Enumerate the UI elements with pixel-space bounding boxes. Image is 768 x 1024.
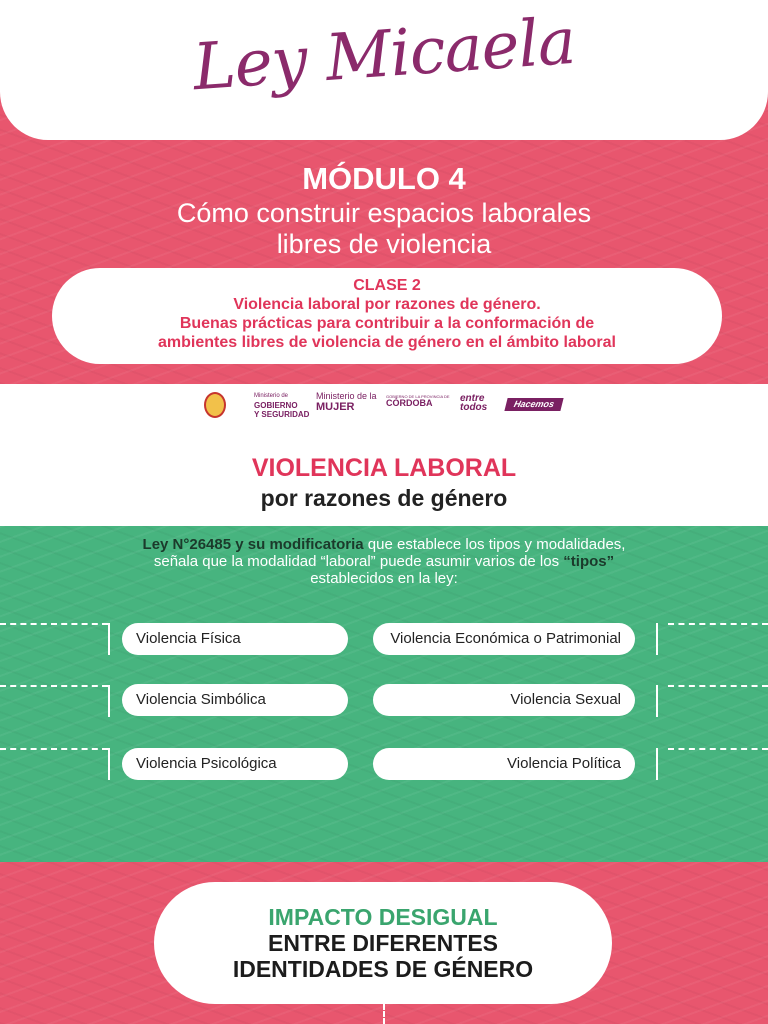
- section-heading: [0, 452, 768, 512]
- module-title-line1: Cómo construir espacios laborales: [176, 198, 592, 228]
- ministerio-mujer-logo: [316, 392, 377, 413]
- logo-strip: [0, 384, 768, 428]
- cba-small-label: GOBIERNO DE LA PROVINCIA DE: [386, 394, 450, 399]
- bottom-dashed-connector: [383, 1004, 385, 1024]
- class-line3: ambientes libres de violencia de género en el ámbito laboral: [158, 334, 616, 351]
- ministerio-gobierno-logo: [254, 392, 309, 419]
- type-violencia-simbolica: Violencia Simbólica: [122, 684, 348, 716]
- law-tipos: “tipos”: [563, 553, 615, 570]
- province-shield-logo: [204, 392, 226, 418]
- type-violencia-politica: Violencia Política: [373, 748, 635, 780]
- type-violencia-fisica: Violencia Física: [122, 623, 348, 655]
- gobierno-label-1: GOBIERNO: [254, 401, 298, 410]
- impact-line3: IDENTIDADES DE GÉNERO: [232, 956, 534, 982]
- type-violencia-economica: Violencia Económica o Patrimonial: [373, 623, 635, 655]
- section-title-violencia-laboral: VIOLENCIA LABORAL: [251, 454, 517, 482]
- module-title-line2: libres de violencia: [276, 229, 492, 259]
- type-violencia-sexual: Violencia Sexual: [373, 684, 635, 716]
- law-name: Ley N°26485 y su modificatoria: [142, 536, 364, 553]
- hacemos-logo: Hacemos: [504, 398, 563, 411]
- entre-label-2: todos: [460, 402, 488, 413]
- connector-tick: [656, 623, 658, 655]
- law-text-1: que establece los tipos y modalidades, señala que la modalidad “laboral” puede asumir varios de los: [153, 536, 626, 570]
- connector-tick: [108, 685, 110, 717]
- gobierno-label-2: Y SEGURIDAD: [254, 410, 310, 419]
- header-card: [0, 0, 768, 140]
- dashed-connector: [668, 685, 768, 687]
- module-block: [0, 160, 768, 260]
- entre-todos-logo: [460, 394, 487, 412]
- entre-label-1: entre: [460, 393, 485, 404]
- connector-tick: [108, 748, 110, 780]
- module-number: MÓDULO 4: [302, 161, 466, 196]
- class-line2: Buenas prácticas para contribuir a la conformación de: [179, 315, 595, 332]
- class-label: CLASE 2: [353, 277, 421, 294]
- cordoba-logo: [386, 394, 450, 408]
- section-subtitle: por razones de género: [260, 485, 508, 511]
- class-line1: Violencia laboral por razones de género.: [233, 296, 541, 313]
- mujer-label-1: Ministerio de la: [316, 391, 377, 401]
- law-intro-text: [120, 536, 648, 587]
- impact-line2: ENTRE DIFERENTES: [267, 930, 499, 956]
- dashed-connector: [668, 623, 768, 625]
- dashed-connector: [668, 748, 768, 750]
- dashed-connector: [0, 685, 108, 687]
- dashed-connector: [0, 748, 108, 750]
- connector-tick: [656, 685, 658, 717]
- gobierno-small-label: Ministerio de: [254, 393, 289, 399]
- ley-micaela-title: Ley Micaela: [190, 4, 578, 106]
- impact-card: [154, 882, 612, 1004]
- connector-tick: [108, 623, 110, 655]
- class-card: [52, 268, 722, 364]
- mujer-label-2: MUJER: [316, 401, 355, 413]
- dashed-connector: [0, 623, 108, 625]
- cba-label: CÓRDOBA: [386, 398, 433, 408]
- type-violencia-psicologica: Violencia Psicológica: [122, 748, 348, 780]
- connector-tick: [656, 748, 658, 780]
- impact-title: IMPACTO DESIGUAL: [268, 904, 498, 930]
- law-text-2: establecidos en la ley:: [310, 570, 458, 587]
